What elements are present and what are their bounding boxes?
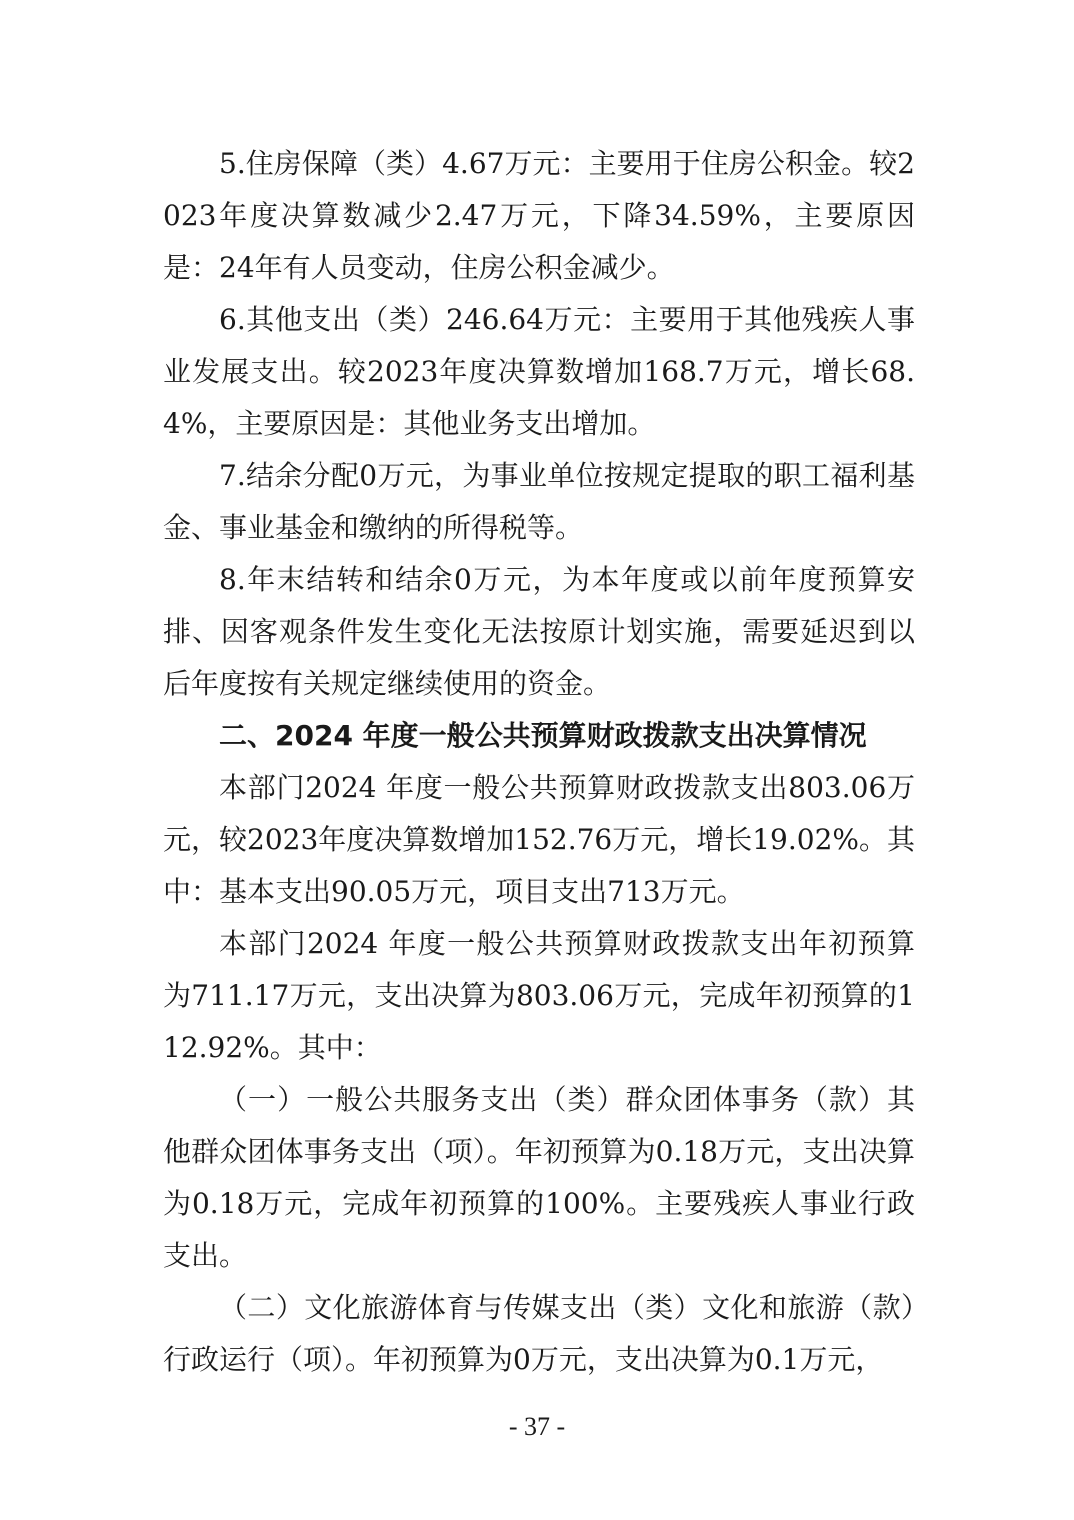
body-text (163, 138, 915, 1386)
paragraph-other-expenditure: 6.其他支出（类）246.64万元：主要用于其他残疾人事业发展支出。较2023年度决算数增加168.7万元，增长68.4%，主要原因是：其他业务支出增加。 (163, 303, 915, 440)
section-heading: 二、2024 年度一般公共预算财政拨款支出决算情况 (219, 719, 867, 752)
paragraph-culture-tourism: （二）文化旅游体育与传媒支出（类）文化和旅游（款）行政运行（项）。年初预算为0万元，支出决算为0.1万元， (163, 1291, 915, 1376)
paragraph-surplus-distribution: 7.结余分配0万元，为事业单位按规定提取的职工福利基金、事业基金和缴纳的所得税等。 (163, 459, 915, 544)
paragraph-general-budget-total: 本部门2024 年度一般公共预算财政拨款支出803.06万元，较2023年度决算数增加152.76万元，增长19.02%。其中：基本支出90.05万元，项目支出713万元。 (163, 771, 915, 908)
paragraph-initial-budget: 本部门2024 年度一般公共预算财政拨款支出年初预算为711.17万元，支出决算为803.06万元，完成年初预算的112.92%。其中： (163, 927, 915, 1064)
paragraph-housing-security: 5.住房保障（类）4.67万元：主要用于住房公积金。较2023年度决算数减少2.47万元，下降34.59%，主要原因是：24年有人员变动，住房公积金减少。 (163, 147, 915, 284)
paragraph-public-services: （一）一般公共服务支出（类）群众团体事务（款）其他群众团体事务支出（项）。年初预算为0.18万元，支出决算为0.18万元，完成年初预算的100%。主要残疾人事业行政支出。 (163, 1083, 915, 1272)
paragraph-year-end-balance: 8.年末结转和结余0万元，为本年度或以前年度预算安排、因客观条件发生变化无法按原计划实施，需要延迟到以后年度按有关规定继续使用的资金。 (163, 563, 915, 700)
page-number: - 37 - (508, 1412, 566, 1441)
